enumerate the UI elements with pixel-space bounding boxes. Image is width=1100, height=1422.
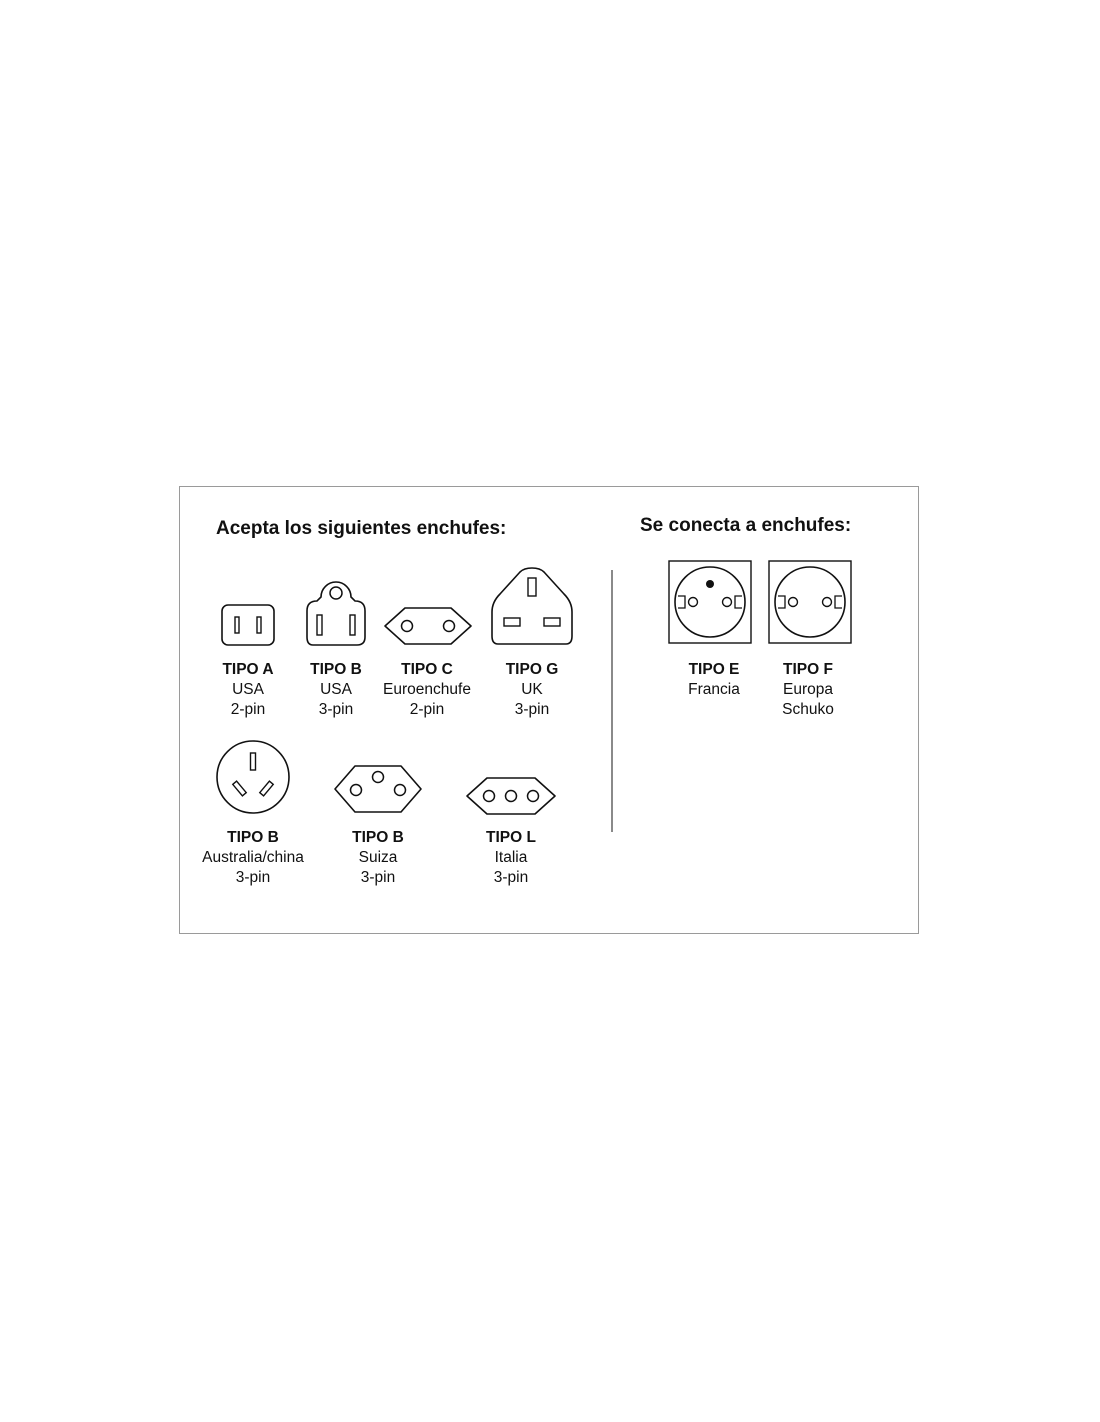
type-j-label: TIPO B Suiza 3-pin: [352, 829, 404, 886]
type-a-plug-icon: [221, 604, 275, 646]
divider: [611, 570, 613, 832]
type-g-plug-icon: [490, 566, 574, 646]
type-f-label: TIPO F Europa Schuko: [782, 661, 834, 718]
type-g-label: TIPO G UK 3-pin: [505, 661, 559, 718]
type-l-plug-icon: [465, 776, 557, 816]
type-e-socket-icon: [668, 560, 752, 644]
type-a-label: TIPO A USA 2-pin: [222, 661, 274, 718]
type-b-label: TIPO B USA 3-pin: [310, 661, 362, 718]
type-f-socket-icon: [768, 560, 852, 644]
type-e-label: TIPO E Francia: [688, 661, 740, 698]
type-j-plug-icon: [333, 764, 423, 814]
type-l-label: TIPO L Italia 3-pin: [486, 829, 536, 886]
type-c-label: TIPO C Euroenchufe 2-pin: [383, 661, 471, 718]
connects-heading: Se conecta a enchufes:: [640, 515, 852, 536]
type-i-plug-icon: [215, 739, 291, 815]
accepts-heading: Acepta los siguientes enchufes:: [216, 518, 507, 539]
type-i-label: TIPO B Australia/china 3-pin: [202, 829, 304, 886]
type-b-plug-icon: [305, 573, 367, 647]
type-c-plug-icon: [383, 606, 473, 646]
